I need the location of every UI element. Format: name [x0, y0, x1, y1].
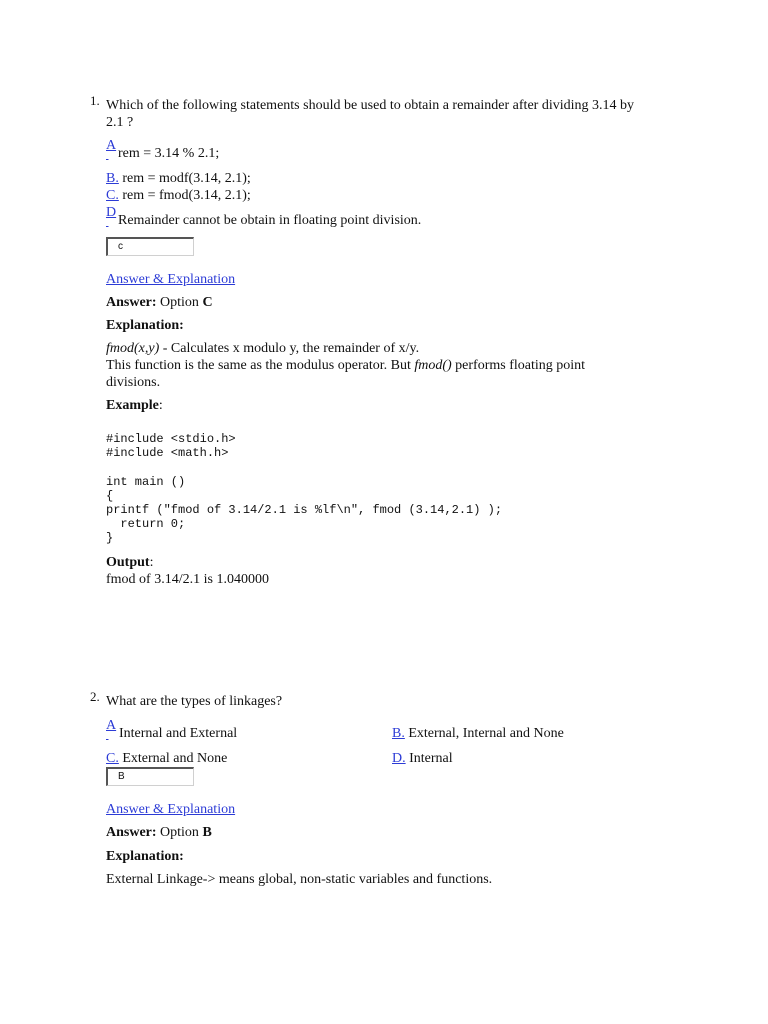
option-a-text: Internal and External	[119, 726, 238, 741]
option-b	[392, 725, 564, 742]
option-b-link[interactable]: B.	[392, 726, 405, 741]
explanation-label: Explanation:	[106, 849, 184, 864]
explanation-text: External Linkage-> means global, non-static variables and functions.	[106, 872, 493, 887]
answer-input[interactable]: c	[106, 237, 194, 256]
answer-input[interactable]: B	[106, 767, 194, 786]
option-b-text: External, Internal and None	[408, 726, 564, 741]
option-c	[106, 187, 251, 204]
option-d-link[interactable]: D.	[392, 751, 406, 766]
option-a-link[interactable]: A	[106, 718, 117, 733]
answer-value: C	[202, 295, 213, 310]
output-label: Output:	[106, 555, 154, 570]
answer-line	[106, 294, 213, 311]
option-b	[106, 170, 251, 187]
answer-label: Answer:	[106, 295, 157, 310]
option-d-text: Internal	[409, 751, 453, 766]
answer-prefix: Option	[160, 295, 199, 310]
option-c	[106, 750, 227, 767]
answer-explanation-link[interactable]: Answer & Explanation	[106, 272, 236, 287]
explanation-label: Explanation:	[106, 318, 184, 333]
answer-prefix: Option	[160, 825, 199, 840]
option-c-link[interactable]: C.	[106, 188, 119, 203]
question-number: 1.	[90, 93, 100, 108]
option-d-text: Remainder cannot be obtain in floating point division.	[118, 213, 422, 228]
option-c-text: rem = fmod(3.14, 2.1);	[122, 188, 251, 203]
answer-explanation-link[interactable]: Answer & Explanation	[106, 802, 236, 817]
explanation-func-inline: fmod()	[414, 358, 452, 373]
question-number: 2.	[90, 689, 100, 704]
code-block: #include <stdio.h> #include <math.h> int main () { printf ("fmod of 3.14/2.1 is %lf\n", fmod (3.14,2.1) ); return 0; }	[106, 432, 503, 546]
option-b-link[interactable]: B.	[106, 171, 119, 186]
option-a-text: rem = 3.14 % 2.1;	[118, 146, 220, 161]
explanation-line-3: divisions.	[106, 375, 161, 390]
option-a-link-dot[interactable]	[106, 731, 109, 741]
option-a-link-dot[interactable]	[106, 151, 109, 161]
question-text-continued: 2.1 ?	[106, 115, 134, 130]
option-c-link[interactable]: C.	[106, 751, 119, 766]
option-d-link[interactable]: D	[106, 205, 117, 220]
explanation-line-1: fmod(x,y) - Calculates x modulo y, the remainder of x/y.	[106, 341, 420, 356]
option-d-link-dot[interactable]	[106, 218, 109, 228]
answer-label: Answer:	[106, 825, 157, 840]
option-c-text: External and None	[122, 751, 228, 766]
explanation-line-2: This function is the same as the modulus operator. But fmod() performs floating point	[106, 358, 586, 373]
question-text: Which of the following statements should be used to obtain a remainder after dividing 3.14 by	[106, 98, 634, 113]
answer-value: B	[202, 825, 212, 840]
option-b-text: rem = modf(3.14, 2.1);	[122, 171, 251, 186]
option-d	[392, 750, 453, 767]
answer-line	[106, 824, 212, 841]
output-text: fmod of 3.14/2.1 is 1.040000	[106, 572, 269, 587]
example-label: Example:	[106, 398, 163, 413]
option-a-link[interactable]: A	[106, 138, 117, 153]
explanation-func: fmod(x,y)	[106, 341, 160, 356]
question-text: What are the types of linkages?	[106, 694, 283, 709]
